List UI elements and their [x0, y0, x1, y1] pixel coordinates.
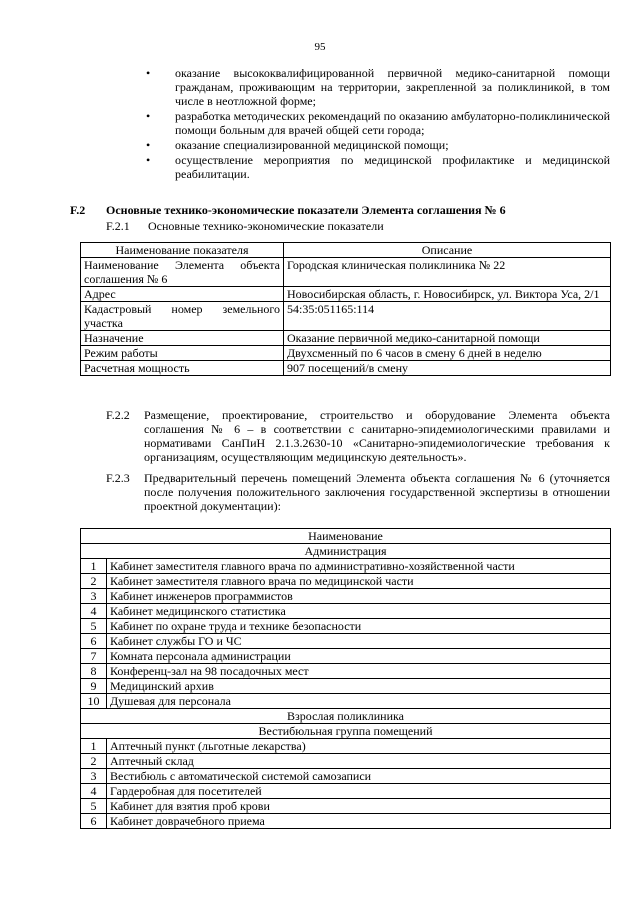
- table-row: [81, 559, 611, 574]
- table-row: [81, 346, 611, 361]
- row-number: 6: [81, 634, 107, 649]
- list-item: • оказание высококвалифицированной первичной медико-санитарной помощи гражданам, проживающим на территории, закрепленной за поликлиникой, в том числе в неотложной форме;: [146, 66, 610, 108]
- table-row: [81, 679, 611, 694]
- paragraph-number: F.2.3: [106, 471, 130, 485]
- list-item: • оказание специализированной медицинской помощи;: [146, 138, 449, 152]
- paragraph-number: F.2.2: [106, 408, 130, 422]
- indicator-name: Адрес: [81, 287, 284, 302]
- room-name: Кабинет заместителя главного врача по медицинской части: [107, 574, 611, 589]
- subsection-heading: [106, 219, 626, 233]
- table-row: [81, 784, 611, 799]
- row-number: 5: [81, 619, 107, 634]
- row-number: 3: [81, 769, 107, 784]
- list-item: • разработка методических рекомендаций по оказанию амбулаторно-поликлинической помощи больным для врачей общей сети города;: [146, 109, 610, 137]
- row-number: 6: [81, 814, 107, 829]
- table-row: [81, 258, 611, 287]
- table-row: [81, 769, 611, 784]
- room-name: Кабинет для взятия проб крови: [107, 799, 611, 814]
- indicator-value: Городская клиническая поликлиника № 22: [284, 258, 611, 287]
- table-row: [81, 604, 611, 619]
- page-number: 95: [314, 41, 326, 53]
- table-row: [81, 619, 611, 634]
- subsection-number: F.2.1: [106, 219, 130, 233]
- row-number: 3: [81, 589, 107, 604]
- table-row: [81, 814, 611, 829]
- row-number: 4: [81, 604, 107, 619]
- subgroup-row: [81, 724, 611, 739]
- section-heading: [70, 203, 630, 217]
- indicator-name: Расчетная мощность: [81, 361, 284, 376]
- table-row: [81, 331, 611, 346]
- room-name: Аптечный пункт (льготные лекарства): [107, 739, 611, 754]
- group-row: [81, 544, 611, 559]
- room-name: Комната персонала администрации: [107, 649, 611, 664]
- paragraph-text: Предварительный перечень помещений Элемента объекта соглашения № 6 (уточняется после получения положительного заключения государственной экспертизы в отношении проектной документации):: [144, 471, 610, 513]
- indicators-table: [80, 242, 611, 376]
- indicator-value: 907 посещений/в смену: [284, 361, 611, 376]
- table-row: [81, 302, 611, 331]
- room-name: Гардеробная для посетителей: [107, 784, 611, 799]
- room-name: Кабинет доврачебного приема: [107, 814, 611, 829]
- room-name: Кабинет медицинского статистика: [107, 604, 611, 619]
- room-name: Кабинет службы ГО и ЧС: [107, 634, 611, 649]
- column-header: Наименование показателя: [81, 243, 284, 258]
- subsection-title: Основные технико-экономические показатели: [148, 219, 384, 233]
- table-row: [81, 649, 611, 664]
- paragraph-f222: [106, 408, 610, 464]
- table-row: [81, 589, 611, 604]
- bullet-icon: •: [146, 109, 151, 123]
- table-row: [81, 694, 611, 709]
- indicator-name: Наименование Элемента объекта соглашения № 6: [81, 258, 284, 287]
- room-name: Вестибюль с автоматической системой самозаписи: [107, 769, 611, 784]
- row-number: 9: [81, 679, 107, 694]
- indicator-name: Режим работы: [81, 346, 284, 361]
- table-row: [81, 754, 611, 769]
- section-title: Основные технико-экономические показатели Элемента соглашения № 6: [106, 203, 506, 217]
- group-row: [81, 709, 611, 724]
- room-name: Конференц-зал на 98 посадочных мест: [107, 664, 611, 679]
- paragraph-text: Размещение, проектирование, строительство и оборудование Элемента объекта соглашения № 6 – в соответствии с санитарно-эпидемиологическими правилами и нормативами СанПиН 2.1.3.2630-10 «Санитарно-эпидемиологические требования к организациям, осуществляющим медицинскую деятельность».: [144, 408, 610, 464]
- group-title: Взрослая поликлиника: [81, 709, 611, 724]
- table-header-row: [81, 243, 611, 258]
- section-number: F.2: [70, 203, 86, 217]
- row-number: 2: [81, 754, 107, 769]
- column-header: Описание: [284, 243, 611, 258]
- group-title: Администрация: [81, 544, 611, 559]
- room-name: Кабинет заместителя главного врача по административно-хозяйственной части: [107, 559, 611, 574]
- table-row: [81, 799, 611, 814]
- room-name: Кабинет инженеров программистов: [107, 589, 611, 604]
- row-number: 8: [81, 664, 107, 679]
- bullet-icon: •: [146, 66, 151, 80]
- row-number: 1: [81, 559, 107, 574]
- indicator-value: Оказание первичной медико-санитарной помощи: [284, 331, 611, 346]
- table-row: [81, 739, 611, 754]
- list-item: • осуществление мероприятия по медицинской профилактике и медицинской реабилитации.: [146, 153, 610, 181]
- column-header: Наименование: [81, 529, 611, 544]
- row-number: 2: [81, 574, 107, 589]
- paragraph-f223: [106, 471, 610, 513]
- room-name: Душевая для персонала: [107, 694, 611, 709]
- table-header-row: [81, 529, 611, 544]
- row-number: 10: [81, 694, 107, 709]
- table-row: [81, 634, 611, 649]
- room-name: Кабинет по охране труда и технике безопасности: [107, 619, 611, 634]
- indicator-value: Двухсменный по 6 часов в смену 6 дней в неделю: [284, 346, 611, 361]
- services-bullet-list: [146, 66, 610, 182]
- row-number: 7: [81, 649, 107, 664]
- subgroup-title: Вестибюльная группа помещений: [81, 724, 611, 739]
- indicator-name: Назначение: [81, 331, 284, 346]
- row-number: 5: [81, 799, 107, 814]
- rooms-table: [80, 528, 611, 829]
- table-row: [81, 361, 611, 376]
- indicator-value: 54:35:051165:114: [284, 302, 611, 331]
- table-row: [81, 574, 611, 589]
- indicator-name: Кадастровый номер земельного участка: [81, 302, 284, 331]
- table-row: [81, 287, 611, 302]
- table-row: [81, 664, 611, 679]
- indicator-value: Новосибирская область, г. Новосибирск, ул. Виктора Уса, 2/1: [284, 287, 611, 302]
- bullet-icon: •: [146, 138, 151, 152]
- row-number: 4: [81, 784, 107, 799]
- bullet-icon: •: [146, 153, 151, 167]
- row-number: 1: [81, 739, 107, 754]
- room-name: Аптечный склад: [107, 754, 611, 769]
- room-name: Медицинский архив: [107, 679, 611, 694]
